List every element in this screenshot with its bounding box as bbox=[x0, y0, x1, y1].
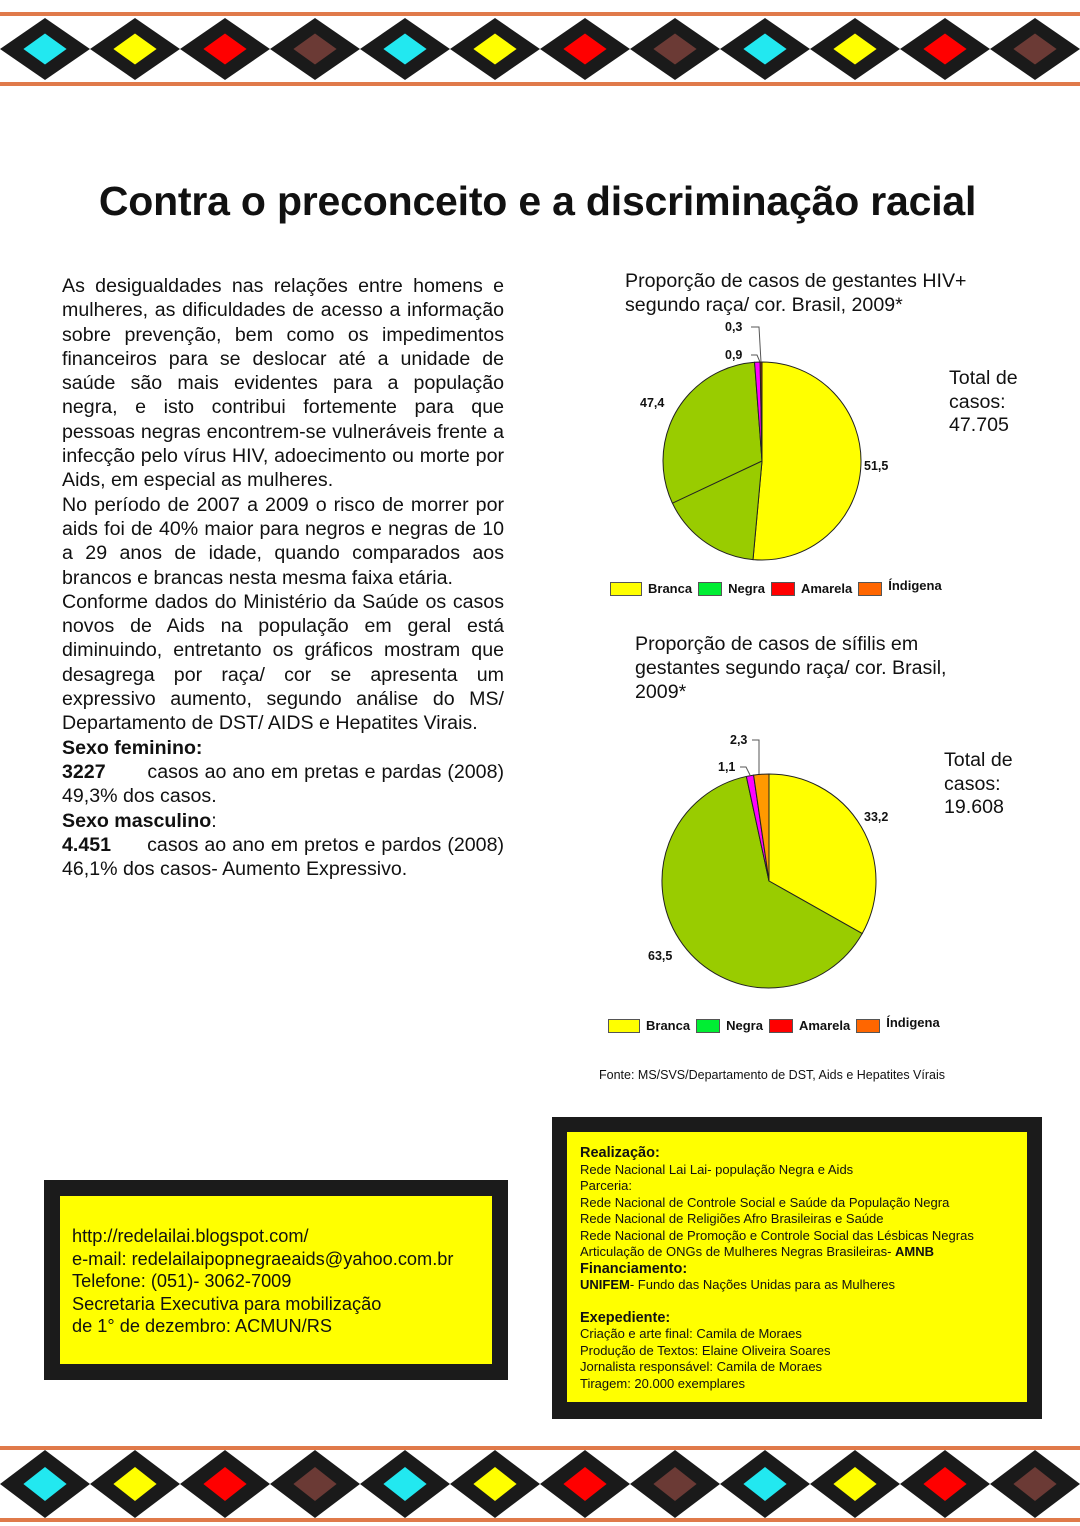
leader-line bbox=[751, 355, 760, 362]
financiamento bbox=[580, 1277, 974, 1294]
leader-line bbox=[752, 740, 759, 774]
pie-slice-negra bbox=[663, 362, 762, 559]
male-heading-text: Sexo masculino bbox=[62, 809, 212, 832]
legend-swatch bbox=[858, 582, 882, 596]
contact-info bbox=[72, 1225, 453, 1338]
male-heading bbox=[62, 809, 504, 833]
legend-item bbox=[769, 1018, 850, 1033]
financiamento-text: - Fundo das Nações Unidas para as Mulheres bbox=[629, 1277, 896, 1292]
article-paragraph: Conforme dados do Ministério da Saúde os casos novos de Aids na população em geral está diminuindo, entretanto os gráficos mostram que desagrega por raça/ cor se apresenta um expressivo aumento, segundo análise do MS/ Departamento de DST/ AIDS e Hepatites Virais. bbox=[62, 590, 504, 735]
legend-item bbox=[858, 578, 942, 596]
phone: Telefone: (051)- 3062-7009 bbox=[72, 1271, 292, 1291]
page-title: Contra o preconceito e a discriminação racial bbox=[98, 178, 977, 224]
male-text: casos ao ano em pretos e pardos (2008) 46,1% dos casos- Aumento Expressivo. bbox=[62, 833, 504, 881]
pie-chart bbox=[620, 310, 940, 580]
expediente-item: Tiragem: 20.000 exemplares bbox=[580, 1375, 745, 1391]
slice-label: 63,5 bbox=[648, 949, 673, 963]
slice-label: 51,5 bbox=[864, 459, 889, 473]
article-paragraph: As desigualdades nas relações entre homens e mulheres, as dificuldades de acesso a informação sobre prevenção, bem como os impedimentos financeiros para se deslocar até a unidade de saúde são mais evidentes para a população negra, e isto contribui fortemente para que pessoas negras encontrem-se vulneráveis frente a infecção pelo vírus HIV, adoecimento ou morte por Aids, em especial as mulheres. bbox=[62, 275, 504, 492]
legend-item bbox=[771, 581, 852, 596]
blog-link[interactable]: http://redelailai.blogspot.com/ bbox=[72, 1226, 309, 1246]
female-heading bbox=[62, 736, 504, 760]
legend-label: Índigena bbox=[888, 578, 942, 593]
total-label: Total de casos: bbox=[949, 367, 1018, 413]
slice-label: 1,1 bbox=[718, 760, 736, 774]
total-label: Total de casos: bbox=[944, 749, 1013, 795]
legend-label: Amarela bbox=[798, 1018, 851, 1033]
realizacao: Rede Nacional Lai Lai- população Negra e Aids bbox=[580, 1161, 854, 1177]
female-count: 3227 bbox=[62, 760, 106, 783]
partner bbox=[580, 1244, 974, 1261]
male-count: 4.451 bbox=[62, 833, 112, 856]
legend-swatch bbox=[610, 582, 642, 596]
orange-stripe bbox=[0, 82, 1080, 86]
expediente-item: Jornalista responsável: Camila de Moraes bbox=[580, 1359, 823, 1374]
chart-legend bbox=[608, 1015, 946, 1033]
orange-stripe bbox=[0, 12, 1080, 16]
secretaria-line: de 1° de dezembro: ACMUN/RS bbox=[72, 1316, 332, 1336]
slice-label: 47,4 bbox=[640, 396, 665, 410]
slice-label: 0,3 bbox=[725, 320, 743, 334]
financiamento-heading: Financiamento: bbox=[580, 1260, 688, 1277]
article-body bbox=[62, 274, 504, 881]
slice-label: 33,2 bbox=[864, 810, 889, 824]
leader-line bbox=[751, 327, 761, 362]
orange-stripe bbox=[0, 1446, 1080, 1450]
legend-swatch bbox=[698, 582, 722, 596]
chart-title: Proporção de casos de sífilis em gestantes segundo raça/ cor. Brasil, 2009* bbox=[635, 633, 947, 703]
slice-label: 0,9 bbox=[725, 348, 743, 362]
female-heading-text: Sexo feminino: bbox=[62, 736, 203, 759]
legend-label: Negra bbox=[728, 581, 765, 596]
chart-total bbox=[949, 367, 1039, 438]
legend-swatch bbox=[696, 1019, 720, 1033]
orange-stripe bbox=[0, 1518, 1080, 1522]
expediente-item: Criação e arte final: Camila de Moraes bbox=[580, 1326, 802, 1341]
diamond-pattern-top bbox=[0, 0, 1080, 96]
legend-swatch bbox=[771, 582, 795, 596]
chart-legend bbox=[610, 578, 948, 596]
legend-item bbox=[856, 1015, 940, 1033]
credits bbox=[580, 1145, 974, 1392]
secretaria-line: Secretaria Executiva para mobilização bbox=[72, 1293, 382, 1314]
legend-label: Branca bbox=[646, 1018, 691, 1033]
partner: Rede Nacional de Controle Social e Saúde da População Negra bbox=[580, 1194, 950, 1210]
slice-label: 2,3 bbox=[730, 733, 748, 747]
expediente-item: Produção de Textos: Elaine Oliveira Soares bbox=[580, 1342, 831, 1358]
email-link[interactable]: e-mail: redelailaipopnegraeaids@yahoo.com.br bbox=[72, 1248, 454, 1269]
total-value: 19.608 bbox=[944, 796, 1004, 818]
total-value: 47.705 bbox=[949, 414, 1009, 436]
parceria-heading: Parceria: bbox=[580, 1178, 633, 1193]
expediente-heading: Exepediente: bbox=[580, 1309, 671, 1326]
partner: Rede Nacional de Religiões Afro Brasileiras e Saúde bbox=[580, 1211, 884, 1226]
legend-swatch bbox=[856, 1019, 880, 1033]
diamond-pattern-bottom bbox=[0, 1430, 1080, 1526]
male-heading-colon: : bbox=[211, 809, 217, 832]
financiamento-acronym: UNIFEM bbox=[580, 1277, 630, 1292]
partner: Rede Nacional de Promoção e Controle Social das Lésbicas Negras bbox=[580, 1227, 974, 1243]
pie-chart bbox=[620, 725, 940, 1015]
legend-item bbox=[610, 581, 692, 596]
legend-label: Branca bbox=[648, 581, 693, 596]
male-stat bbox=[62, 833, 504, 882]
chart-total bbox=[944, 749, 1034, 820]
female-text: casos ao ano em pretas e pardas (2008) 49,3% dos casos. bbox=[62, 760, 504, 808]
realizacao-heading: Realização: bbox=[580, 1145, 660, 1161]
female-stat bbox=[62, 760, 504, 809]
legend-swatch bbox=[769, 1019, 793, 1033]
legend-item bbox=[696, 1018, 763, 1033]
legend-item bbox=[608, 1018, 690, 1033]
chart-title: Proporção de casos de gestantes HIV+ segundo raça/ cor. Brasil, 2009* bbox=[625, 270, 967, 316]
article-paragraph: No período de 2007 a 2009 o risco de morrer por aids foi de 40% maior para negros e negras de 10 a 29 anos de idade, quando comparados aos brancos e brancas nesta mesma faixa etária. bbox=[62, 493, 504, 589]
pie-slice-branca bbox=[753, 362, 861, 560]
top-decorative-border bbox=[0, 0, 1080, 96]
bottom-decorative-border bbox=[0, 1430, 1080, 1526]
leader-line bbox=[740, 767, 750, 775]
articulacao-text: Articulação de ONGs de Mulheres Negras Brasileiras- bbox=[580, 1244, 896, 1259]
legend-item bbox=[698, 581, 765, 596]
legend-swatch bbox=[608, 1019, 640, 1033]
legend-label: Negra bbox=[726, 1018, 763, 1033]
articulacao-acronym: AMNB bbox=[895, 1244, 935, 1259]
legend-label: Índigena bbox=[886, 1015, 940, 1030]
legend-label: Amarela bbox=[800, 581, 853, 596]
source-note: Fonte: MS/SVS/Departamento de DST, Aids e Hepatites Vírais bbox=[599, 1068, 945, 1082]
